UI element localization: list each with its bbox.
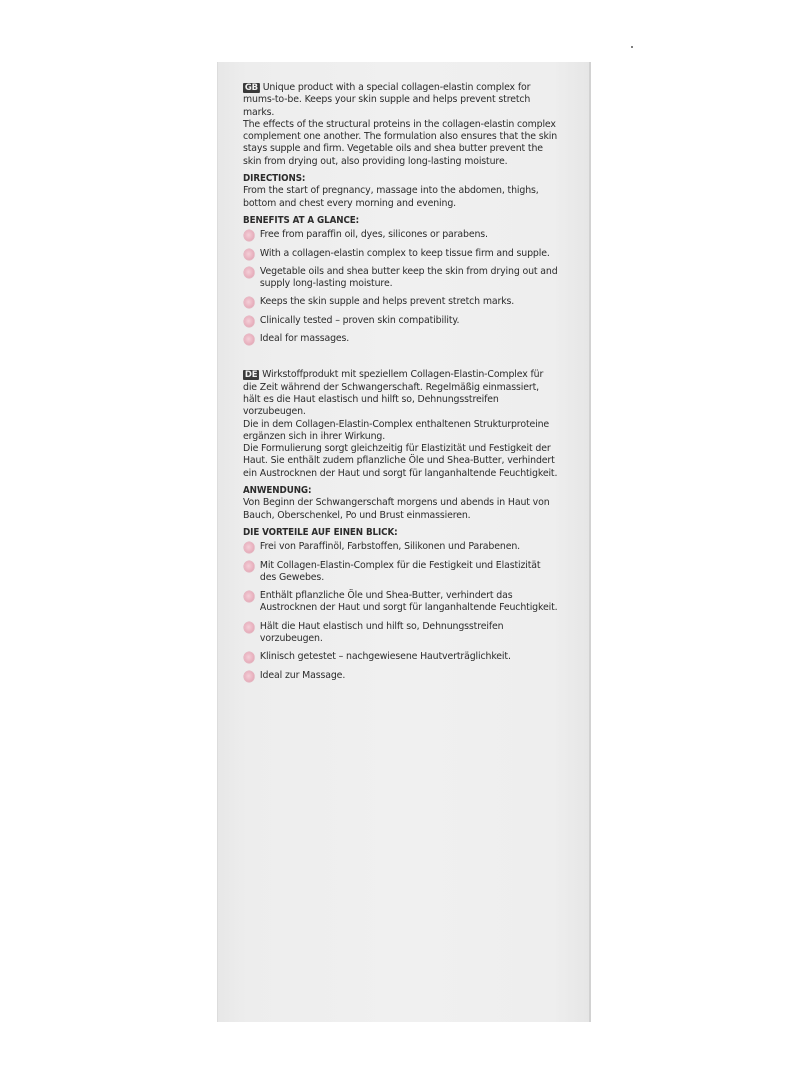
gb-directions-text: From the start of pregnancy, massage into the abdomen, thighs, bottom and chest every morning and evening. bbox=[243, 185, 539, 209]
list-item bbox=[243, 296, 559, 308]
gb-benefit-6: Ideal for massages. bbox=[259, 333, 350, 345]
de-directions-heading: ANWENDUNG: bbox=[243, 485, 312, 497]
list-item bbox=[243, 333, 559, 345]
pink-dot-bullet-icon bbox=[244, 230, 254, 241]
list-item bbox=[243, 621, 559, 646]
de-intro-2: Die in dem Collagen-Elastin-Complex enthaltenen Strukturproteine ergänzen sich in ihrer Wirkung. bbox=[243, 418, 550, 442]
gb-intro-1 bbox=[243, 82, 559, 119]
pink-dot-bullet-icon bbox=[244, 316, 254, 327]
de-benefit-4: Hält die Haut elastisch und hilft so, Dehnungsstreifen vorzubeugen. bbox=[259, 620, 504, 644]
de-benefit-1: Frei von Paraffinöl, Farbstoffen, Silikonen und Parabenen. bbox=[259, 541, 521, 553]
gb-benefits-list bbox=[243, 229, 559, 345]
de-benefit-5: Klinisch getestet – nachgewiesene Hautverträglichkeit. bbox=[259, 651, 511, 663]
packaging-box-edge bbox=[589, 62, 591, 1022]
pink-dot-bullet-icon bbox=[244, 561, 254, 572]
speck bbox=[631, 46, 633, 48]
de-benefit-2: Mit Collagen-Elastin-Complex für die Festigkeit und Elastizität des Gewebes. bbox=[259, 559, 541, 583]
gb-benefit-1: Free from paraffin oil, dyes, silicones or parabens. bbox=[259, 229, 488, 241]
de-intro-1 bbox=[243, 369, 559, 418]
de-directions-text: Von Beginn der Schwangerschaft morgens und abends in Haut von Bauch, Oberschenkel, Po und Brust einmassieren. bbox=[243, 497, 550, 521]
de-benefit-6: Ideal zur Massage. bbox=[259, 669, 346, 681]
label-text bbox=[243, 82, 559, 688]
list-item bbox=[243, 590, 559, 615]
list-item bbox=[243, 229, 559, 241]
pink-dot-bullet-icon bbox=[244, 591, 254, 602]
gb-directions-heading: DIRECTIONS: bbox=[243, 173, 306, 185]
gb-intro-text-1: Unique product with a special collagen-elastin complex for mums-to-be. Keeps your skin supple and helps prevent stretch marks. bbox=[243, 82, 531, 118]
section-divider-space bbox=[243, 351, 559, 369]
de-benefits-list bbox=[243, 541, 559, 682]
list-item bbox=[243, 651, 559, 663]
list-item bbox=[243, 541, 559, 553]
list-item bbox=[243, 315, 559, 327]
pink-dot-bullet-icon bbox=[244, 297, 254, 308]
de-benefits-heading: DIE VORTEILE AUF EINEN BLICK: bbox=[243, 526, 398, 538]
pink-dot-bullet-icon bbox=[244, 334, 254, 345]
pink-dot-bullet-icon bbox=[244, 542, 254, 553]
pink-dot-bullet-icon bbox=[244, 652, 254, 663]
gb-benefit-3: Vegetable oils and shea butter keep the skin from drying out and supply long-lasting moisture. bbox=[259, 265, 558, 290]
gb-flag-badge: GB bbox=[244, 83, 258, 93]
de-intro-text-1: Wirkstoffprodukt mit speziellem Collagen-Elastin-Complex für die Zeit während der Schwangerschaft. Regelmäßig einmassiert, hält es die Haut elastisch und hilft so, Dehnungsstreifen vorzubeugen. bbox=[243, 369, 544, 418]
gb-benefit-4: Keeps the skin supple and helps prevent stretch marks. bbox=[259, 296, 515, 308]
gb-benefit-5: Clinically tested – proven skin compatibility. bbox=[259, 314, 460, 326]
pink-dot-bullet-icon bbox=[244, 249, 254, 260]
pink-dot-bullet-icon bbox=[244, 622, 254, 633]
list-item bbox=[243, 266, 559, 291]
pink-dot-bullet-icon bbox=[244, 267, 254, 278]
list-item bbox=[243, 670, 559, 682]
list-item bbox=[243, 560, 559, 585]
gb-benefit-2: With a collagen-elastin complex to keep tissue firm and supple. bbox=[259, 247, 550, 259]
de-flag-badge: DE bbox=[244, 370, 258, 381]
gb-intro-2: The effects of the structural proteins in the collagen-elastin complex complement one another. The formulation also ensures that the skin stays supple and firm. Vegetable oils and shea butter prevent the skin from drying out, also providing long-lasting moisture. bbox=[243, 118, 558, 167]
de-benefit-3: Enthält pflanzliche Öle und Shea-Butter, verhindert das Austrocknen der Haut und sorgt für langanhaltende Feuchtigkeit. bbox=[259, 590, 558, 614]
section-de bbox=[243, 369, 559, 682]
gb-benefits-heading: BENEFITS AT A GLANCE: bbox=[243, 214, 360, 226]
list-item bbox=[243, 248, 559, 260]
section-gb bbox=[243, 82, 559, 345]
de-intro-3: Die Formulierung sorgt gleichzeitig für Elastizität und Festigkeit der Haut. Sie enthält zudem pflanzliche Öle und Shea-Butter, verhindert ein Austrocknen der Haut und sorgt für langanhaltende Feuchtigkeit. bbox=[243, 443, 558, 479]
pink-dot-bullet-icon bbox=[244, 671, 254, 682]
